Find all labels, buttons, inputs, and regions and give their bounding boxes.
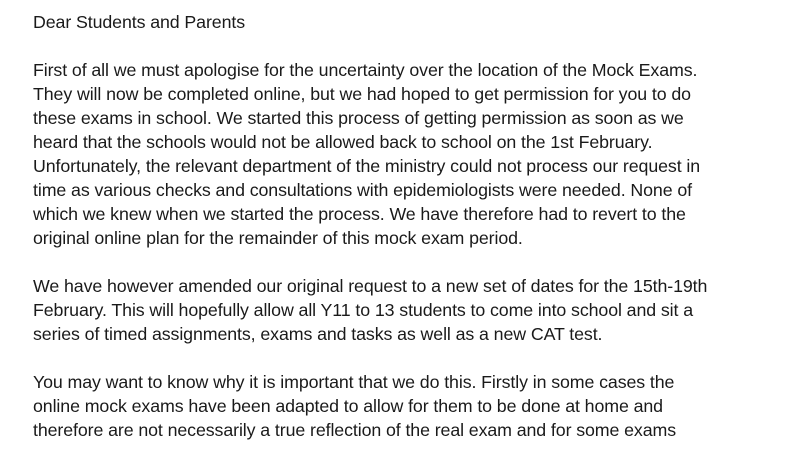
letter-body: [33, 10, 793, 450]
paragraph-why-important: [33, 370, 793, 442]
text-line: which we knew when we started the process. We have therefore had to revert to the: [33, 204, 686, 224]
text-line: We have however amended our original request to a new set of dates for the 15th-19th: [33, 276, 708, 296]
salutation: Dear Students and Parents: [33, 12, 245, 32]
text-line: First of all we must apologise for the uncertainty over the location of the Mock Exams.: [33, 60, 698, 80]
text-line: You may want to know why it is important that we do this. Firstly in some cases the: [33, 372, 675, 392]
text-line: February. This will hopefully allow all Y11 to 13 students to come into school and sit a: [33, 300, 694, 320]
paragraph-amended-dates: [33, 274, 793, 346]
text-line: series of timed assignments, exams and tasks as well as a new CAT test.: [33, 324, 603, 344]
text-line: original online plan for the remainder of this mock exam period.: [33, 228, 523, 248]
text-line: heard that the schools would not be allowed back to school on the 1st February.: [33, 132, 653, 152]
text-line: time as various checks and consultations with epidemiologists were needed. None of: [33, 180, 692, 200]
paragraph-mock-exams-online: [33, 58, 793, 250]
text-line: They will now be completed online, but we had hoped to get permission for you to do: [33, 84, 691, 104]
text-line: therefore are not necessarily a true reflection of the real exam and for some exams: [33, 420, 677, 440]
text-line: Unfortunately, the relevant department of the ministry could not process our request in: [33, 156, 701, 176]
text-line: online mock exams have been adapted to allow for them to be done at home and: [33, 396, 663, 416]
text-line: these exams in school. We started this process of getting permission as soon as we: [33, 108, 684, 128]
